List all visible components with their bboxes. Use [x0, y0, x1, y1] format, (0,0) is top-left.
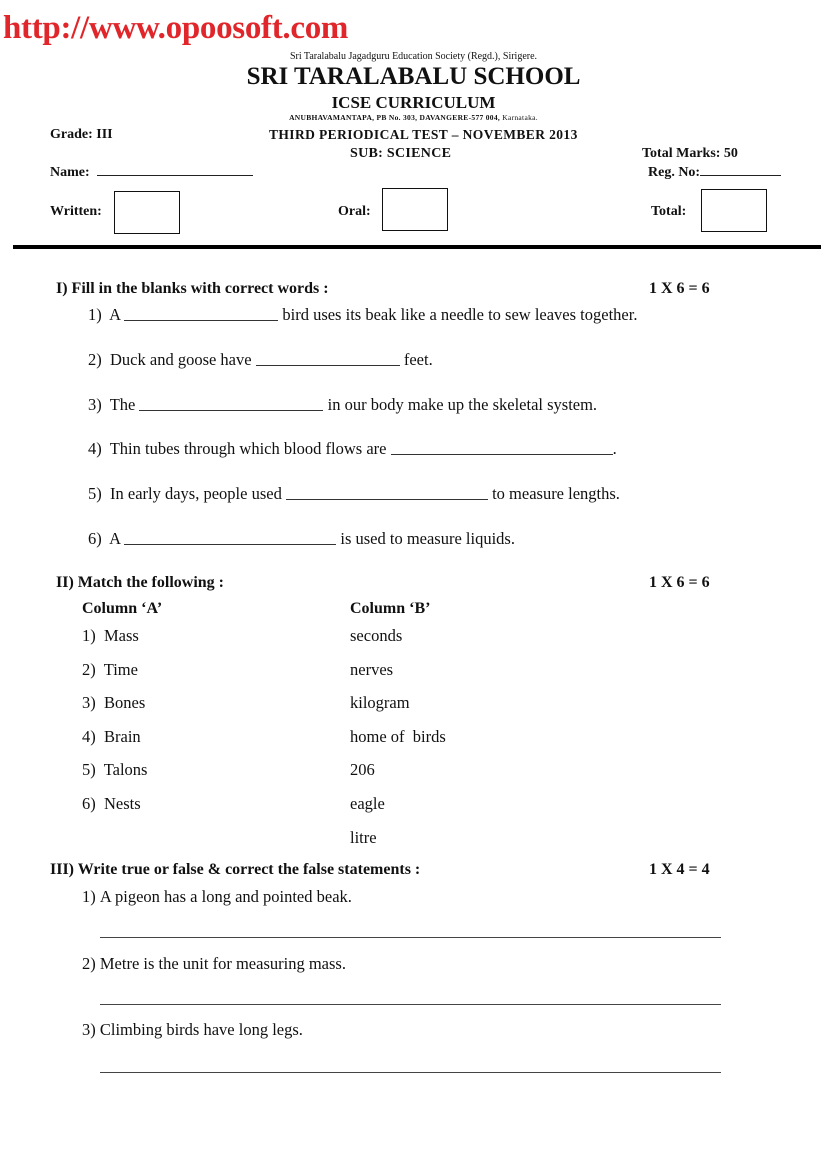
- item-text: Time: [103, 660, 138, 679]
- item-text-before: A: [109, 529, 121, 548]
- item-number: 5): [82, 760, 96, 779]
- name-field: [50, 165, 253, 181]
- test-title: THIRD PERIODICAL TEST – NOVEMBER 2013: [269, 127, 578, 142]
- item-number: 2): [82, 660, 96, 679]
- section3-marks: 1 X 4 = 4: [649, 861, 710, 878]
- written-marks-box[interactable]: [114, 191, 180, 234]
- column-a-header: Column ‘A’: [82, 600, 163, 617]
- match-b-item: kilogram: [350, 693, 410, 712]
- section3-title: III) Write true or false & correct the false statements :: [50, 861, 421, 878]
- answer-line[interactable]: [100, 1004, 721, 1005]
- item-number: 3): [82, 693, 96, 712]
- curriculum: ICSE CURRICULUM: [331, 93, 496, 112]
- item-text-after: in our body make up the skeletal system.: [327, 395, 598, 414]
- item-number: 6): [88, 529, 102, 548]
- match-b-item: seconds: [350, 626, 403, 645]
- item-number: 1): [82, 626, 96, 645]
- true-false-item: [82, 954, 346, 974]
- item-text-before: In early days, people used: [110, 484, 282, 503]
- item-text-after: to measure lengths.: [492, 484, 620, 503]
- regno-field: [648, 165, 781, 181]
- match-a-item: [82, 660, 138, 680]
- society-name: Sri Taralabalu Jagadguru Education Society (Regd.), Sirigere.: [289, 51, 538, 62]
- item-number: 2): [88, 350, 102, 369]
- subject-label: SUB: SCIENCE: [350, 146, 452, 161]
- total-label: Total:: [651, 204, 687, 219]
- fill-blank-item: [88, 484, 620, 504]
- item-text-after: .: [612, 439, 617, 458]
- section2-marks: 1 X 6 = 6: [649, 574, 710, 591]
- item-text-after: bird uses its beak like a needle to sew leaves together.: [282, 305, 638, 324]
- item-text: Nests: [104, 794, 141, 813]
- item-text: Talons: [103, 760, 148, 779]
- total-marks-box[interactable]: [701, 189, 767, 232]
- school-address: [0, 113, 827, 122]
- total-marks: Total Marks: 50: [642, 146, 738, 161]
- oral-label: Oral:: [338, 204, 371, 219]
- item-text-after: feet.: [403, 350, 433, 369]
- grade-label: Grade: III: [50, 127, 113, 142]
- item-text-before: The: [109, 395, 136, 414]
- answer-blank[interactable]: [139, 409, 323, 411]
- item-number: 6): [82, 794, 96, 813]
- item-text-before: Duck and goose have: [110, 350, 252, 369]
- item-number: 3): [82, 1020, 96, 1039]
- item-text-before: A: [109, 305, 121, 324]
- fill-blank-item: [88, 350, 433, 370]
- true-false-item: [82, 887, 352, 907]
- answer-blank[interactable]: [124, 319, 278, 321]
- item-text-after: is used to measure liquids.: [340, 529, 515, 548]
- match-b-item: 206: [350, 760, 375, 779]
- item-text: Climbing birds have long legs.: [99, 1020, 303, 1039]
- name-label: Name:: [50, 165, 90, 180]
- item-text: A pigeon has a long and pointed beak.: [99, 887, 352, 906]
- item-text: Bones: [104, 693, 146, 712]
- match-a-item: [82, 693, 145, 713]
- fill-blank-item: [88, 529, 515, 549]
- true-false-item: [82, 1020, 303, 1040]
- section2-title: II) Match the following :: [56, 574, 224, 591]
- item-text: Metre is the unit for measuring mass.: [99, 954, 346, 973]
- item-text: Brain: [104, 727, 141, 746]
- item-number: 3): [88, 395, 102, 414]
- answer-blank[interactable]: [124, 543, 336, 545]
- column-b-header: Column ‘B’: [350, 600, 431, 617]
- header-divider: [13, 245, 821, 249]
- item-number: 1): [88, 305, 102, 324]
- item-text: Mass: [104, 626, 139, 645]
- section1-marks: 1 X 6 = 6: [649, 280, 710, 297]
- school-name: SRI TARALABALU SCHOOL: [246, 63, 581, 90]
- answer-blank[interactable]: [256, 364, 400, 366]
- oral-marks-box[interactable]: [382, 188, 448, 231]
- name-input-line[interactable]: [97, 175, 253, 176]
- written-label: Written:: [50, 204, 102, 219]
- item-number: 4): [88, 439, 102, 458]
- answer-blank[interactable]: [286, 498, 488, 500]
- fill-blank-item: [88, 395, 597, 415]
- item-number: 1): [82, 887, 96, 906]
- regno-label: Reg. No:: [648, 165, 701, 180]
- answer-line[interactable]: [100, 1072, 721, 1073]
- match-a-item: [82, 727, 141, 747]
- section1-title: I) Fill in the blanks with correct words :: [56, 280, 329, 297]
- answer-line[interactable]: [100, 937, 721, 938]
- regno-input-line[interactable]: [700, 175, 781, 176]
- match-a-item: [82, 760, 147, 780]
- match-b-item: eagle: [350, 794, 385, 813]
- match-b-item: nerves: [350, 660, 394, 679]
- address-state: Karnataka.: [500, 113, 538, 122]
- item-number: 2): [82, 954, 96, 973]
- item-number: 4): [82, 727, 96, 746]
- item-number: 5): [88, 484, 102, 503]
- fill-blank-item: [88, 439, 617, 459]
- match-a-item: [82, 794, 141, 814]
- match-a-item: [82, 626, 139, 646]
- address-main: ANUBHAVAMANTAPA, PB No. 303, DAVANGERE-577 004,: [289, 113, 501, 122]
- item-text-before: Thin tubes through which blood flows are: [109, 439, 387, 458]
- watermark-url: http://www.opoosoft.com: [3, 10, 349, 46]
- match-b-item: home of birds: [350, 727, 446, 746]
- answer-blank[interactable]: [391, 453, 613, 455]
- match-b-item: litre: [350, 828, 377, 847]
- fill-blank-item: [88, 305, 637, 325]
